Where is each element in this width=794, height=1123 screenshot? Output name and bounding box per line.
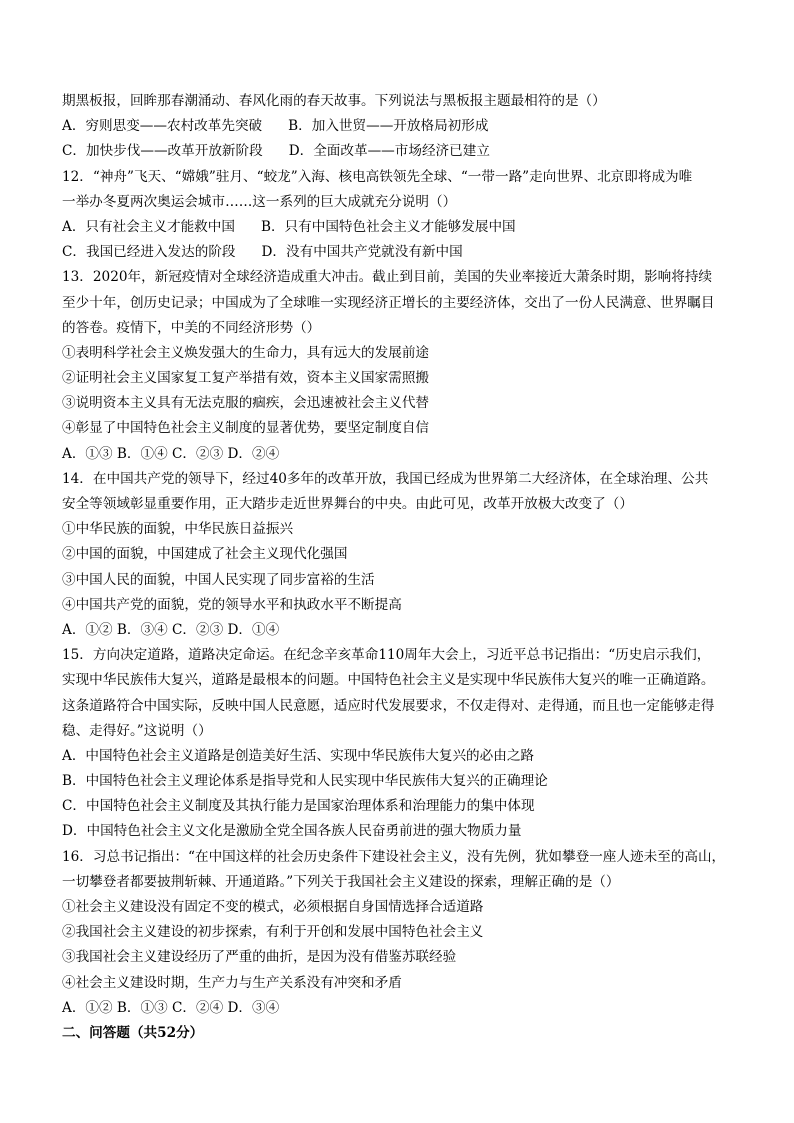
question-14 [62, 467, 734, 643]
question-stem-line: 至少十年，创历史记录；中国成为了全球唯一实现经济正增长的主要经济体，交出了一份人民满意、世界瞩目 [62, 294, 715, 311]
option-d: D．全面改革——市场经济已建立 [288, 143, 490, 160]
option-c: C．我国已经进入发达的阶段 [62, 244, 236, 261]
question-stem-line: 的答卷。疫情下，中美的不同经济形势（） [62, 319, 321, 336]
options-row [62, 114, 734, 139]
exam-page [62, 89, 734, 1046]
option-c: C．加快步伐——改革开放新阶段 [62, 143, 263, 160]
statement-3: ③中国人民的面貌，中国人民实现了同步富裕的生活 [62, 571, 375, 588]
option-b: B．中国特色社会主义理论体系是指导党和人民实现中华民族伟大复兴的正确理论 [62, 773, 548, 790]
option-a: A．中国特色社会主义道路是创造美好生活、实现中华民族伟大复兴的必由之路 [62, 747, 535, 764]
answer-options: A．①③ B．①④ C．②③ D．②④ [62, 445, 280, 462]
option-b: B．加入世贸——开放格局初形成 [288, 118, 489, 135]
question-stem-line: 稳、走得好。”这说明（） [62, 722, 212, 739]
question-13 [62, 265, 734, 467]
statement-1: ①社会主义建设没有固定不变的模式，必须根据自身国情选择合适道路 [62, 899, 484, 915]
question-stem-line: 12．“神舟”飞天、“嫦娥”驻月、“蛟龙”入海、核电高铁领先全球、“一带一路”走向世界、北京即将成为唯 [62, 168, 693, 185]
statement-3: ③我国社会主义建设经历了严重的曲折，是因为没有借鉴苏联经验 [62, 949, 457, 966]
option-a: A．穷则思变——农村改革先突破 [62, 118, 263, 135]
question-stem-line: 实现中华民族伟大复兴，道路是最根本的问题。中国特色社会主义是实现中华民族伟大复兴的唯一正确道路。 [62, 672, 715, 689]
section-heading: 二、问答题（共52分） [62, 1024, 204, 1041]
question-stem-line: 安全等领域彰显重要作用，正大踏步走近世界舞台的中央。由此可见，改革开放极大改变了（） [62, 496, 633, 512]
question-stem-line: 15．方向决定道路，道路决定命运。在纪念辛亥革命110周年大会上，习近平总书记指出：“历史启示我们， [62, 647, 711, 664]
question-stem-line: 一举办冬夏两次奥运会城市……这一系列的巨大成就充分说明（） [62, 193, 457, 210]
options-row [62, 139, 734, 164]
statement-2: ②证明社会主义国家复工复产举措有效，资本主义国家需照搬 [62, 370, 430, 387]
statement-4: ④社会主义建设时期，生产力与生产关系没有冲突和矛盾 [62, 974, 402, 991]
question-stem-line: 这条道路符合中国实际，反映中国人民意愿，适应时代发展要求，不仅走得对、走得通，而且也一定能够走得 [62, 697, 715, 714]
statement-4: ④中国共产党的面貌，党的领导水平和执政水平不断提高 [62, 596, 402, 613]
question-15 [62, 643, 734, 845]
question-stem-line: 13．2020年，新冠疫情对全球经济造成重大冲击。截止到目前，美国的失业率接近大萧条时期，影响将持续 [62, 269, 713, 286]
question-12 [62, 165, 734, 266]
options-row [62, 240, 734, 265]
statement-3: ③说明资本主义具有无法克服的痼疾，会迅速被社会主义代替 [62, 395, 430, 412]
question-stem-line: 期黑板报，回眸那春潮涌动、春风化雨的春天故事。下列说法与黑板报主题最相符的是（） [62, 93, 606, 109]
question-16 [62, 845, 734, 1021]
option-c: C．中国特色社会主义制度及其执行能力是国家治理体系和治理能力的集中体现 [62, 798, 535, 815]
answer-options: A．①② B．③④ C．②③ D．①④ [62, 621, 280, 638]
option-d: D．中国特色社会主义文化是激励全党全国各族人民奋勇前进的强大物质力量 [62, 823, 522, 840]
statement-1: ①中华民族的面貌，中华民族日益振兴 [62, 521, 294, 538]
question-stem-line: 一切攀登者都要披荆斩棘、开通道路。”下列关于我国社会主义建设的探索，理解正确的是（） [62, 873, 620, 890]
statement-2: ②中国的面貌，中国建成了社会主义现代化强国 [62, 546, 348, 563]
option-d: D．没有中国共产党就没有新中国 [261, 244, 463, 261]
question-stem-line: 14．在中国共产党的领导下，经过40多年的改革开放，我国已经成为世界第二大经济体，在全球治理、公共 [62, 470, 709, 487]
answer-options: A．①② B．①③ C．②④ D．③④ [62, 999, 280, 1016]
option-a: A．只有社会主义才能救中国 [62, 218, 235, 235]
option-b: B．只有中国特色社会主义才能够发展中国 [260, 218, 516, 235]
statement-2: ②我国社会主义建设的初步探索，有利于开创和发展中国特色社会主义 [62, 924, 484, 941]
question-11 [62, 89, 734, 165]
statement-4: ④彰显了中国特色社会主义制度的显著优势，要坚定制度自信 [62, 420, 430, 437]
statement-1: ①表明科学社会主义焕发强大的生命力，具有远大的发展前途 [62, 344, 430, 361]
question-stem-line: 16．习总书记指出：“在中国这样的社会历史条件下建设社会主义，没有先例，犹如攀登一座人迹未至的高山， [62, 848, 726, 865]
options-row [62, 215, 734, 240]
